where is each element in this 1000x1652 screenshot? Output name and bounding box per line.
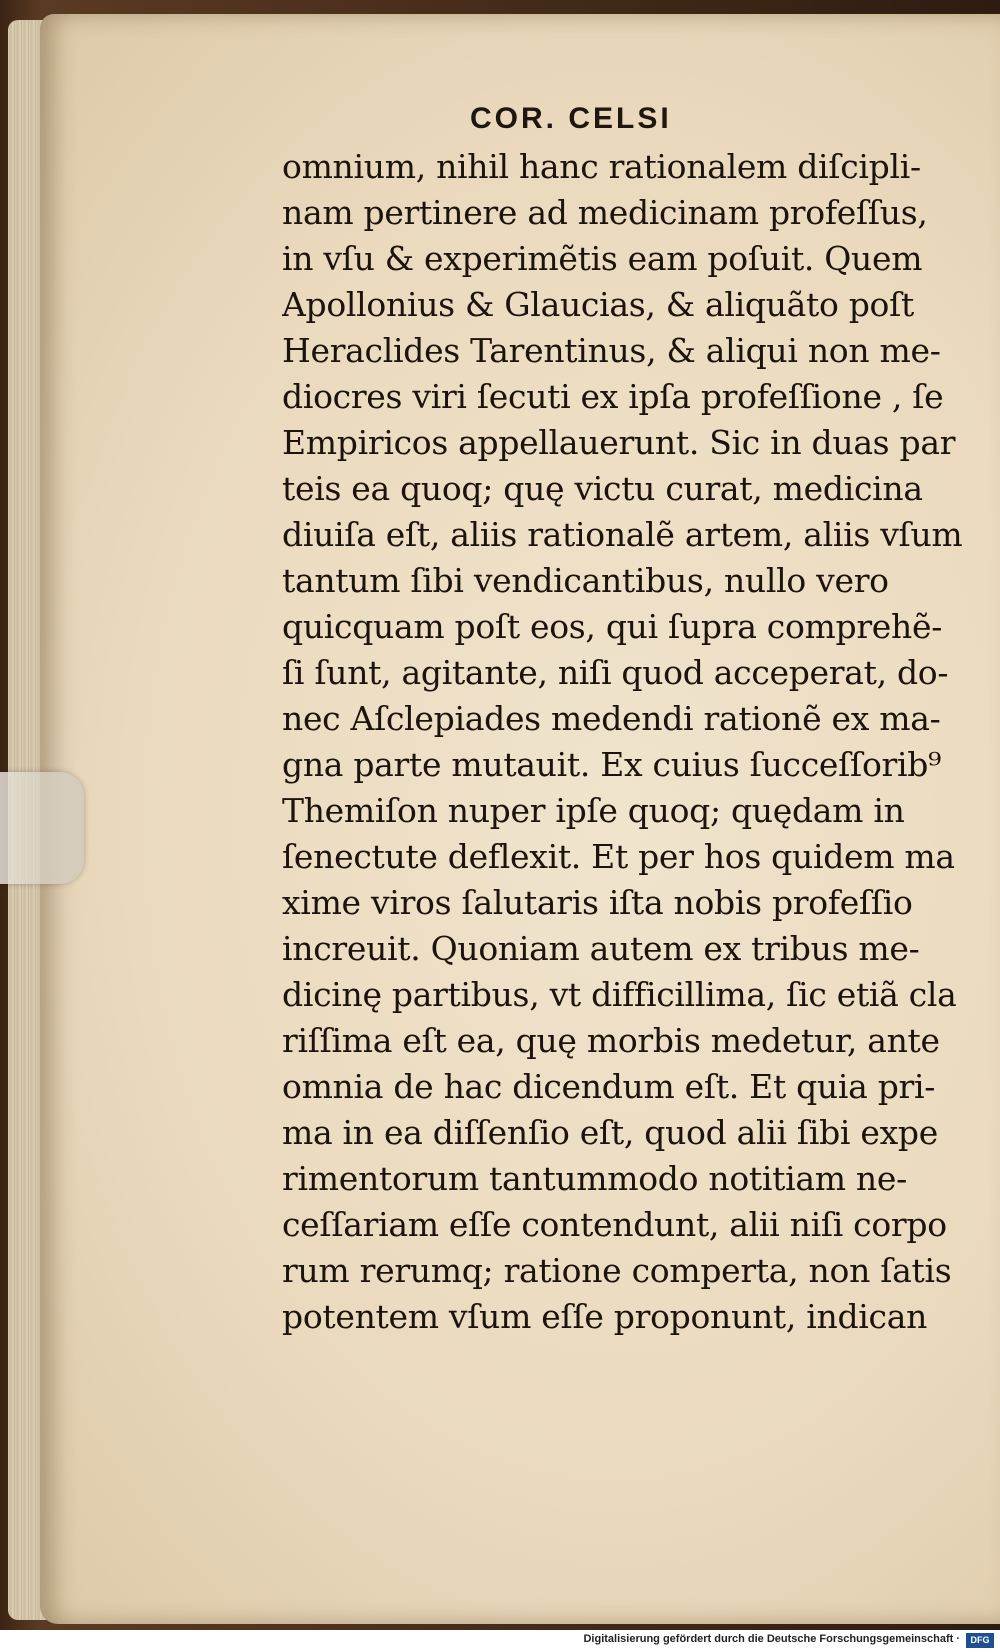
footer-bar <box>0 1630 1000 1652</box>
text-line: dicinę partibus, vt difficillima, ſic etiã cla <box>282 975 957 1014</box>
text-line: diuiſa eſt, aliis rationalẽ artem, aliis vſum <box>282 515 962 554</box>
running-head: COR. CELSI <box>470 102 672 135</box>
text-line: ſenectute deflexit. Et per hos quidem ma <box>282 837 955 876</box>
text-line: Empiricos appellauerunt. Sic in duas par <box>282 423 956 462</box>
text-line: rimentorum tantummodo notitiam ne- <box>282 1159 907 1198</box>
text-line: omnium, nihil hanc rationalem diſcipli- <box>282 147 921 186</box>
text-line: potentem vſum eſſe proponunt, indican <box>282 1297 928 1336</box>
text-line: Apollonius & Glaucias, & aliquãto poſt <box>282 285 915 324</box>
text-line: ſi ſunt, agitante, niſi quod acceperat, do- <box>282 653 949 692</box>
text-line: xime viros ſalutaris iſta nobis profeſſio <box>282 883 913 922</box>
text-line: quicquam poſt eos, qui ſupra comprehẽ- <box>282 607 943 646</box>
text-line: diocres viri ſecuti ex ipſa profeſſione , ſe <box>282 377 944 416</box>
text-line: nam pertinere ad medicinam profeſſus, <box>282 193 928 232</box>
text-line: increuit. Quoniam autem ex tribus me- <box>282 929 920 968</box>
text-line: Heraclides Tarentinus, & aliqui non me- <box>282 331 941 370</box>
text-line: ceſſariam eſſe contendunt, alii niſi corpo <box>282 1205 947 1244</box>
page-clip <box>0 772 84 884</box>
text-line: omnia de hac dicendum eſt. Et quia pri- <box>282 1067 936 1106</box>
footer-text: Digitalisierung gefördert durch die Deutsche Forschungsgemeinschaft · <box>583 1633 960 1645</box>
text-line: riſſima eſt ea, quę morbis medetur, ante <box>282 1021 940 1060</box>
text-line: rum rerumq; ratione comperta, non ſatis <box>282 1251 952 1290</box>
text-line: in vſu & experimẽtis eam poſuit. Quem <box>282 239 923 278</box>
text-line: tantum ſibi vendicantibus, nullo vero <box>282 561 889 600</box>
text-line: ma in ea diſſenſio eſt, quod alii ſibi expe <box>282 1113 938 1152</box>
text-block <box>282 144 962 1340</box>
text-line: teis ea quoq; quę victu curat, medicina <box>282 469 923 508</box>
text-line: nec Aſclepiades medendi rationẽ ex ma- <box>282 699 941 738</box>
dfg-logo: DFG <box>966 1633 994 1648</box>
text-line: gna parte mutauit. Ex cuius ſucceſſorib⁹ <box>282 745 942 784</box>
text-line: Themiſon nuper ipſe quoq; quędam in <box>282 791 905 830</box>
